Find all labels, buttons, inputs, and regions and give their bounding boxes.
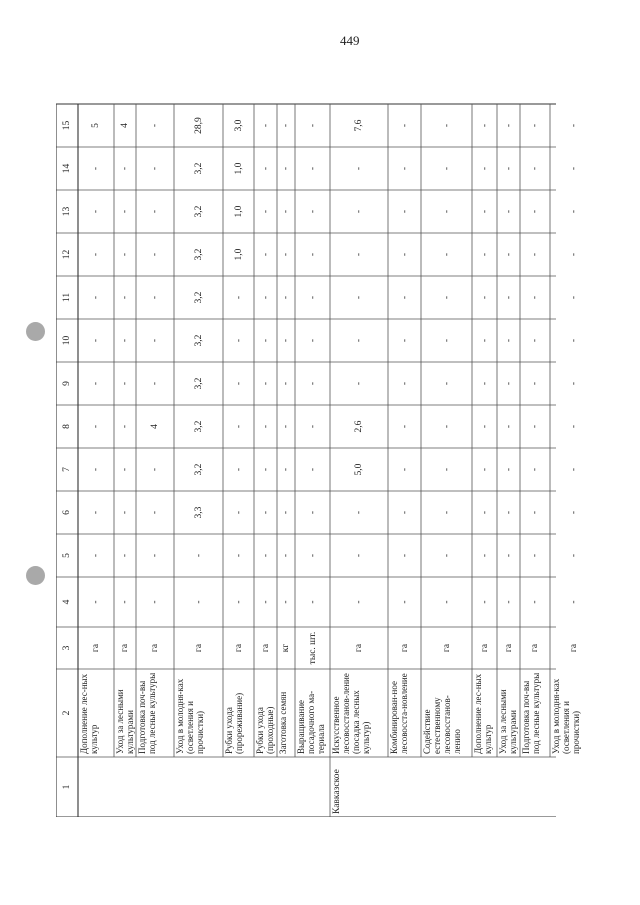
value-cell: - bbox=[233, 553, 244, 558]
activity-name: Рубки ухода (прореживание) bbox=[224, 692, 244, 754]
value-cell: - bbox=[281, 338, 291, 343]
value-cell: - bbox=[120, 295, 130, 300]
value-cell: - bbox=[441, 209, 452, 214]
value-cell: - bbox=[233, 600, 244, 604]
value-cell: - bbox=[354, 295, 364, 300]
value-cell: 4 bbox=[120, 123, 130, 128]
header-cell-7: 7 bbox=[62, 467, 72, 472]
value-cell: - bbox=[91, 338, 101, 343]
activity-name: Дополнение лес-ных культур bbox=[79, 673, 99, 754]
value-cell: 4 bbox=[150, 424, 160, 429]
header-cell-5: 5 bbox=[62, 553, 72, 558]
value-cell: - bbox=[91, 510, 101, 515]
value-cell: - bbox=[120, 553, 130, 558]
value-cell: - bbox=[91, 166, 101, 171]
unit-cell: га bbox=[530, 643, 540, 653]
unit-cell: га bbox=[91, 643, 101, 653]
value-cell: - bbox=[399, 295, 410, 300]
value-cell: - bbox=[150, 252, 160, 257]
value-cell: - bbox=[307, 252, 318, 257]
value-cell: 3,2 bbox=[193, 205, 204, 218]
value-cell: - bbox=[91, 209, 101, 214]
unit-cell: га bbox=[260, 643, 271, 653]
value-cell: - bbox=[530, 166, 540, 171]
value-cell: 3,0 bbox=[233, 119, 244, 132]
value-cell: 1,0 bbox=[233, 205, 244, 218]
value-cell: - bbox=[568, 295, 579, 300]
value-cell: - bbox=[479, 166, 490, 171]
unit-cell: га bbox=[120, 643, 130, 653]
value-cell: - bbox=[150, 467, 160, 472]
value-cell: - bbox=[399, 209, 410, 214]
value-cell: - bbox=[441, 424, 452, 429]
value-cell: - bbox=[233, 510, 244, 515]
value-cell: - bbox=[120, 166, 130, 171]
value-cell: - bbox=[281, 510, 291, 515]
value-cell: - bbox=[281, 209, 291, 214]
activity-name: Подготовка поч-вы под лесные культуры bbox=[137, 672, 157, 754]
value-cell: - bbox=[568, 467, 579, 472]
value-cell: - bbox=[120, 209, 130, 214]
value-cell: - bbox=[307, 424, 318, 429]
table-cells bbox=[56, 73, 581, 817]
value-cell: - bbox=[233, 381, 244, 386]
unit-cell: га bbox=[503, 643, 514, 653]
value-cell: - bbox=[399, 510, 410, 515]
value-cell: - bbox=[530, 123, 540, 128]
value-cell: - bbox=[503, 600, 514, 604]
value-cell: - bbox=[503, 553, 514, 558]
value-cell: - bbox=[479, 338, 490, 343]
value-cell: - bbox=[307, 510, 318, 515]
value-cell: - bbox=[120, 338, 130, 343]
value-cell: - bbox=[150, 166, 160, 171]
value-cell: - bbox=[354, 381, 364, 386]
header-cell-2: 2 bbox=[62, 710, 72, 716]
value-cell: - bbox=[233, 424, 244, 429]
activity-name: Искусственное лесовосстанов-ление (посадка лесных культур) bbox=[331, 673, 371, 754]
header-cell-3: 3 bbox=[62, 645, 72, 651]
value-cell: - bbox=[307, 123, 318, 128]
value-cell: - bbox=[354, 510, 364, 515]
value-cell: - bbox=[399, 553, 410, 558]
value-cell: - bbox=[530, 338, 540, 343]
activity-name: Уход в молодня-ках (осветления и прочистки) bbox=[175, 678, 205, 754]
activity-name: Уход за лесными культурами bbox=[498, 689, 518, 754]
value-cell: - bbox=[307, 338, 318, 343]
value-cell: - bbox=[260, 338, 271, 343]
value-cell: - bbox=[399, 123, 410, 128]
value-cell: - bbox=[307, 553, 318, 558]
value-cell: - bbox=[260, 381, 271, 386]
value-cell: - bbox=[568, 123, 579, 128]
value-cell: - bbox=[281, 424, 291, 429]
value-cell: 3,3 bbox=[193, 506, 204, 519]
value-cell: 3,2 bbox=[193, 248, 204, 261]
value-cell: - bbox=[150, 209, 160, 214]
value-cell: - bbox=[568, 252, 579, 257]
value-cell: - bbox=[233, 338, 244, 343]
header-cell-14: 14 bbox=[62, 163, 72, 174]
value-cell: - bbox=[568, 424, 579, 429]
value-cell: - bbox=[281, 252, 291, 257]
value-cell: - bbox=[91, 553, 101, 558]
value-cell: - bbox=[503, 467, 514, 472]
value-cell: - bbox=[441, 166, 452, 171]
value-cell: 1,0 bbox=[233, 162, 244, 175]
value-cell: - bbox=[307, 467, 318, 472]
value-cell: - bbox=[91, 424, 101, 429]
value-cell: - bbox=[530, 600, 540, 604]
value-cell: - bbox=[307, 295, 318, 300]
value-cell: - bbox=[441, 295, 452, 300]
value-cell: - bbox=[354, 600, 364, 604]
value-cell: - bbox=[399, 252, 410, 257]
value-cell: - bbox=[503, 510, 514, 515]
value-cell: - bbox=[150, 295, 160, 300]
value-cell: - bbox=[479, 510, 490, 515]
value-cell: - bbox=[150, 510, 160, 515]
value-cell: - bbox=[193, 600, 204, 604]
value-cell: - bbox=[260, 424, 271, 429]
value-cell: - bbox=[260, 553, 271, 558]
value-cell: - bbox=[281, 553, 291, 558]
value-cell: - bbox=[150, 338, 160, 343]
value-cell: - bbox=[441, 123, 452, 128]
value-cell: - bbox=[307, 209, 318, 214]
value-cell: - bbox=[150, 123, 160, 128]
value-cell: 3,2 bbox=[193, 377, 204, 390]
header-cell-11: 11 bbox=[62, 292, 72, 303]
value-cell: - bbox=[399, 467, 410, 472]
unit-cell: кг bbox=[281, 643, 291, 653]
value-cell: - bbox=[260, 600, 271, 604]
unit-cell: га bbox=[233, 643, 244, 653]
value-cell: - bbox=[120, 424, 130, 429]
page-number: 449 bbox=[340, 33, 360, 48]
value-cell: - bbox=[91, 467, 101, 472]
value-cell: - bbox=[260, 166, 271, 171]
activity-name: Уход за лесными культурами bbox=[115, 689, 135, 754]
activity-name: Комбинирован-ное лесовосста-новление bbox=[389, 673, 409, 754]
value-cell: - bbox=[568, 553, 579, 558]
value-cell: - bbox=[503, 166, 514, 171]
activity-name: Рубки ухода (проходные) bbox=[255, 706, 275, 754]
activity-name: Содействие естественному лесовосстанов-лению bbox=[422, 695, 462, 754]
value-cell: - bbox=[354, 252, 364, 257]
value-cell: - bbox=[260, 510, 271, 515]
value-cell: 3,2 bbox=[193, 420, 204, 433]
value-cell: - bbox=[120, 510, 130, 515]
value-cell: - bbox=[260, 295, 271, 300]
value-cell: - bbox=[479, 381, 490, 386]
rotated-table bbox=[56, 73, 581, 817]
header-cell-15: 15 bbox=[62, 120, 72, 131]
value-cell: - bbox=[281, 123, 291, 128]
value-cell: - bbox=[441, 553, 452, 558]
value-cell: - bbox=[479, 295, 490, 300]
unit-cell: га bbox=[568, 643, 579, 653]
value-cell: - bbox=[260, 123, 271, 128]
value-cell: - bbox=[307, 381, 318, 386]
value-cell: - bbox=[150, 600, 160, 604]
value-cell: - bbox=[568, 338, 579, 343]
value-cell: - bbox=[233, 295, 244, 300]
value-cell: - bbox=[193, 553, 204, 558]
region-label: Кавказское bbox=[332, 769, 342, 814]
value-cell: - bbox=[281, 295, 291, 300]
value-cell: - bbox=[479, 209, 490, 214]
value-cell: - bbox=[281, 166, 291, 171]
activity-name: Выращивание посадочного ма-териала bbox=[296, 690, 326, 754]
value-cell: - bbox=[120, 381, 130, 386]
value-cell: - bbox=[281, 381, 291, 386]
value-cell: - bbox=[441, 510, 452, 515]
value-cell: - bbox=[91, 381, 101, 386]
value-cell: - bbox=[503, 295, 514, 300]
value-cell: - bbox=[354, 553, 364, 558]
value-cell: - bbox=[441, 600, 452, 604]
value-cell: - bbox=[530, 510, 540, 515]
unit-cell: га bbox=[150, 643, 160, 653]
value-cell: - bbox=[568, 209, 579, 214]
value-cell: - bbox=[150, 553, 160, 558]
value-cell: - bbox=[399, 381, 410, 386]
value-cell: 3,2 bbox=[193, 162, 204, 175]
value-cell: 1,0 bbox=[233, 248, 244, 261]
unit-cell: га bbox=[399, 643, 410, 653]
value-cell: - bbox=[233, 467, 244, 472]
value-cell: - bbox=[260, 209, 271, 214]
activity-name: Уход в молодня-ках (осветления и прочистки) bbox=[551, 678, 581, 754]
value-cell: - bbox=[260, 252, 271, 257]
value-cell: 3,2 bbox=[193, 291, 204, 304]
value-cell: - bbox=[354, 209, 364, 214]
value-cell: - bbox=[354, 338, 364, 343]
punch-hole-upper bbox=[26, 322, 45, 341]
value-cell: - bbox=[530, 209, 540, 214]
activity-name: Дополнение лес-ных культур bbox=[473, 673, 493, 754]
value-cell: - bbox=[479, 553, 490, 558]
value-cell: - bbox=[354, 166, 364, 171]
value-cell: - bbox=[530, 381, 540, 386]
value-cell: 5,0 bbox=[354, 463, 364, 476]
value-cell: - bbox=[530, 252, 540, 257]
value-cell: - bbox=[479, 467, 490, 472]
header-cell-4: 4 bbox=[62, 599, 72, 605]
value-cell: - bbox=[530, 424, 540, 429]
value-cell: - bbox=[503, 338, 514, 343]
value-cell: - bbox=[150, 381, 160, 386]
header-cell-1: 1 bbox=[62, 784, 72, 790]
unit-cell: тыс. шт. bbox=[307, 631, 318, 665]
header-cell-6: 6 bbox=[62, 510, 72, 515]
unit-cell: га bbox=[479, 643, 490, 653]
value-cell: 5 bbox=[91, 123, 101, 128]
value-cell: - bbox=[281, 467, 291, 472]
header-cell-9: 9 bbox=[62, 381, 72, 386]
header-cell-12: 12 bbox=[62, 249, 72, 260]
value-cell: - bbox=[479, 123, 490, 128]
value-cell: - bbox=[530, 467, 540, 472]
value-cell: - bbox=[530, 553, 540, 558]
header-cell-8: 8 bbox=[62, 424, 72, 429]
value-cell: 7,6 bbox=[354, 119, 364, 132]
value-cell: 3,2 bbox=[193, 463, 204, 476]
activity-name: Заготовка семян bbox=[278, 691, 288, 754]
value-cell: - bbox=[568, 166, 579, 171]
value-cell: - bbox=[441, 338, 452, 343]
value-cell: - bbox=[399, 166, 410, 171]
value-cell: - bbox=[307, 600, 318, 604]
value-cell: - bbox=[479, 600, 490, 604]
value-cell: - bbox=[307, 166, 318, 171]
value-cell: - bbox=[91, 295, 101, 300]
value-cell: - bbox=[568, 510, 579, 515]
value-cell: - bbox=[479, 424, 490, 429]
value-cell: - bbox=[530, 295, 540, 300]
value-cell: - bbox=[479, 252, 490, 257]
value-cell: - bbox=[503, 424, 514, 429]
activity-name: Подготовка поч-вы под лесные культуры bbox=[521, 672, 541, 754]
value-cell: - bbox=[399, 338, 410, 343]
value-cell: - bbox=[91, 252, 101, 257]
value-cell: - bbox=[441, 252, 452, 257]
header-cell-10: 10 bbox=[62, 335, 72, 346]
unit-cell: га bbox=[354, 643, 364, 653]
value-cell: - bbox=[91, 600, 101, 604]
header-cell-13: 13 bbox=[62, 206, 72, 217]
value-cell: - bbox=[503, 381, 514, 386]
value-cell: - bbox=[441, 467, 452, 472]
value-cell: - bbox=[568, 381, 579, 386]
value-cell: 28,9 bbox=[193, 117, 204, 134]
value-cell: - bbox=[503, 252, 514, 257]
value-cell: - bbox=[399, 600, 410, 604]
value-cell: 2,6 bbox=[354, 420, 364, 433]
value-cell: - bbox=[120, 467, 130, 472]
value-cell: - bbox=[260, 467, 271, 472]
punch-hole-lower bbox=[26, 566, 45, 585]
value-cell: - bbox=[399, 424, 410, 429]
value-cell: - bbox=[281, 600, 291, 604]
value-cell: 3,2 bbox=[193, 334, 204, 347]
value-cell: - bbox=[120, 600, 130, 604]
value-cell: - bbox=[120, 252, 130, 257]
value-cell: - bbox=[441, 381, 452, 386]
unit-cell: га bbox=[441, 643, 452, 653]
value-cell: - bbox=[503, 123, 514, 128]
unit-cell: га bbox=[193, 643, 204, 653]
value-cell: - bbox=[568, 600, 579, 604]
value-cell: - bbox=[503, 209, 514, 214]
